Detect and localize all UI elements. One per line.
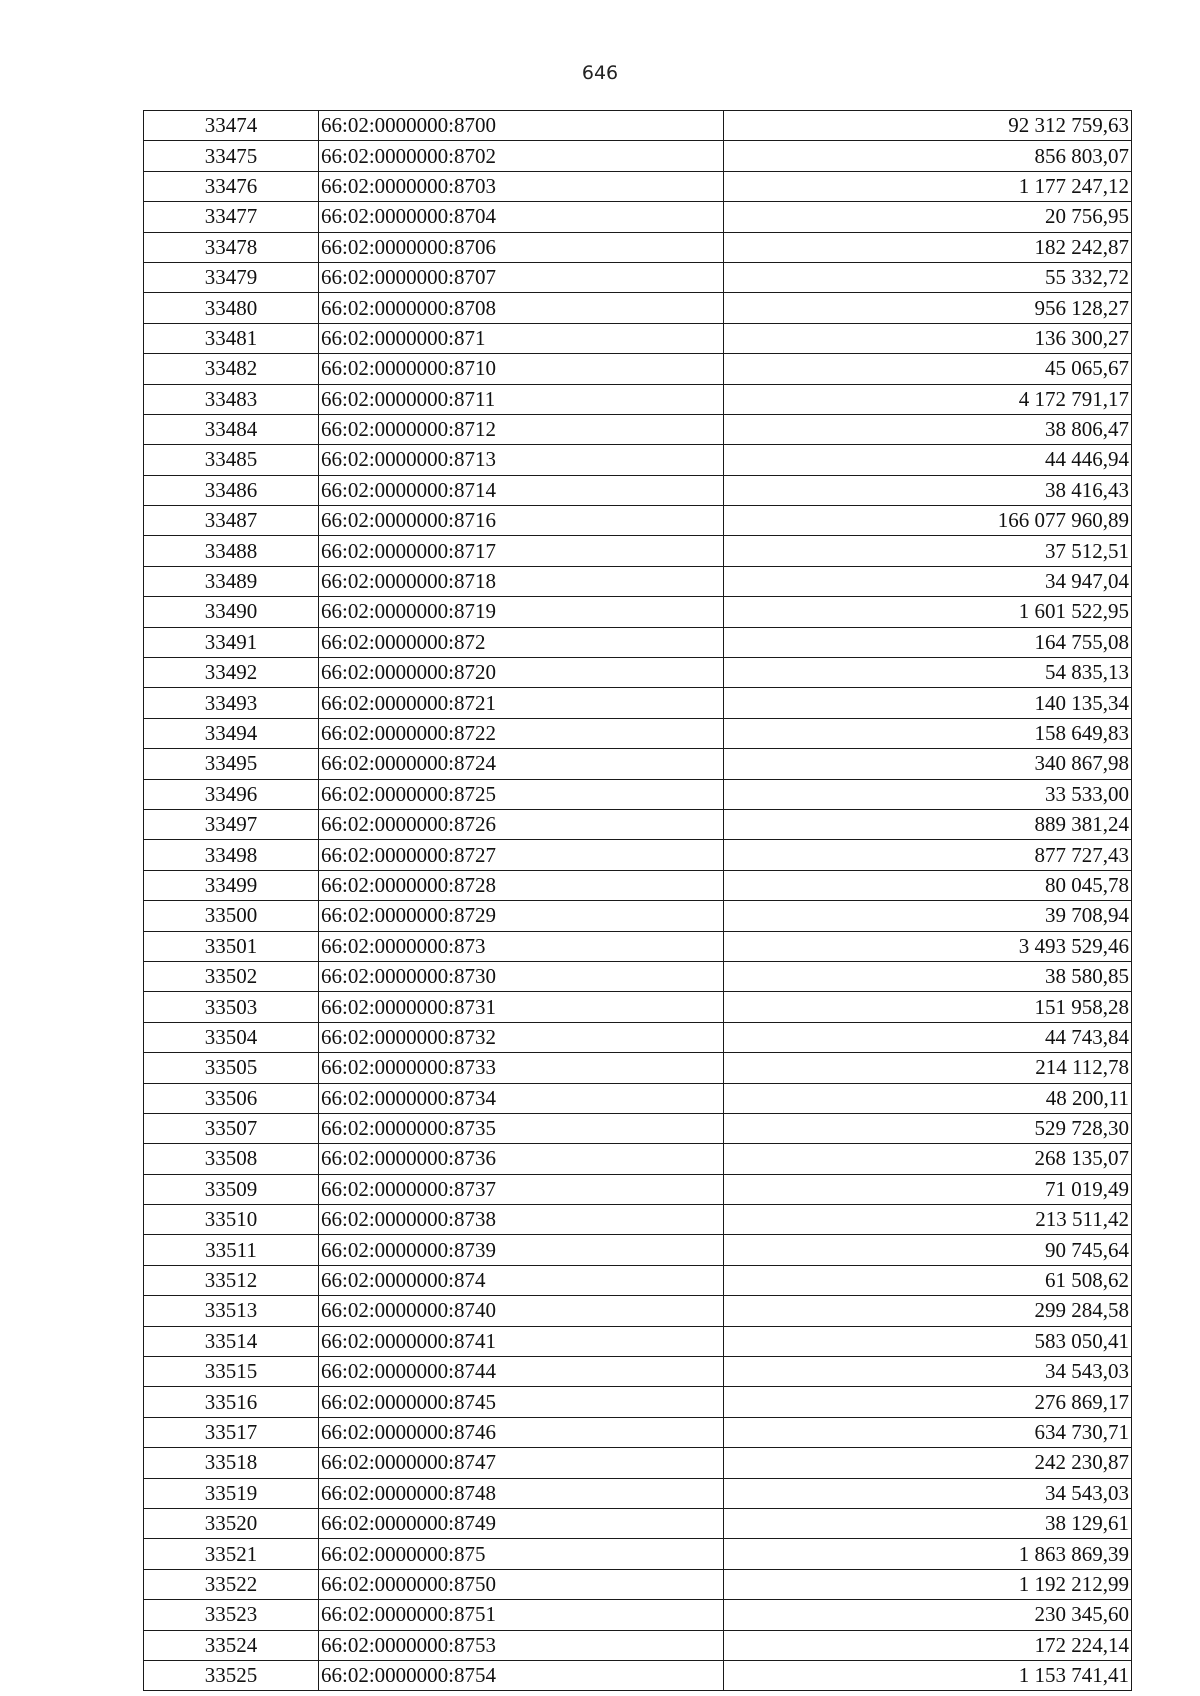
cadastral-number-cell: 66:02:0000000:8741 [319, 1326, 724, 1356]
cadastral-number-cell: 66:02:0000000:871 [319, 323, 724, 353]
row-number-cell: 33504 [144, 1022, 319, 1052]
row-number-cell: 33493 [144, 688, 319, 718]
table-row [144, 931, 1132, 961]
cadastral-number-cell: 66:02:0000000:8731 [319, 992, 724, 1022]
cadastral-number-cell: 66:02:0000000:8735 [319, 1113, 724, 1143]
table-row [144, 1478, 1132, 1508]
cadastral-number-cell: 66:02:0000000:873 [319, 931, 724, 961]
row-number-cell: 33512 [144, 1265, 319, 1295]
cadastral-value-cell: 4 172 791,17 [724, 384, 1132, 414]
cadastral-value-cell: 39 708,94 [724, 901, 1132, 931]
table-row [144, 1083, 1132, 1113]
cadastral-value-cell: 3 493 529,46 [724, 931, 1132, 961]
cadastral-number-cell: 66:02:0000000:8719 [319, 597, 724, 627]
cadastral-value-cell: 44 446,94 [724, 445, 1132, 475]
cadastral-number-cell: 66:02:0000000:8749 [319, 1508, 724, 1538]
row-number-cell: 33497 [144, 809, 319, 839]
cadastral-value-cell: 877 727,43 [724, 840, 1132, 870]
table-row [144, 1144, 1132, 1174]
cadastral-number-cell: 66:02:0000000:8714 [319, 475, 724, 505]
cadastral-value-cell: 48 200,11 [724, 1083, 1132, 1113]
cadastral-value-cell: 71 019,49 [724, 1174, 1132, 1204]
cadastral-number-cell: 66:02:0000000:8725 [319, 779, 724, 809]
table-row [144, 840, 1132, 870]
table-row [144, 992, 1132, 1022]
table-row [144, 1660, 1132, 1690]
cadastral-number-cell: 66:02:0000000:8750 [319, 1569, 724, 1599]
cadastral-number-cell: 66:02:0000000:8727 [319, 840, 724, 870]
table-row [144, 1296, 1132, 1326]
cadastral-number-cell: 66:02:0000000:8721 [319, 688, 724, 718]
table-row [144, 1448, 1132, 1478]
cadastral-value-cell: 54 835,13 [724, 658, 1132, 688]
cadastral-value-cell: 90 745,64 [724, 1235, 1132, 1265]
cadastral-value-cell: 38 580,85 [724, 961, 1132, 991]
cadastral-value-cell: 80 045,78 [724, 870, 1132, 900]
cadastral-value-cell: 213 511,42 [724, 1205, 1132, 1235]
cadastral-number-cell: 66:02:0000000:8730 [319, 961, 724, 991]
cadastral-number-cell: 66:02:0000000:8726 [319, 809, 724, 839]
row-number-cell: 33496 [144, 779, 319, 809]
cadastral-number-cell: 66:02:0000000:8713 [319, 445, 724, 475]
cadastral-value-cell: 956 128,27 [724, 293, 1132, 323]
cadastral-value-cell: 230 345,60 [724, 1600, 1132, 1630]
row-number-cell: 33491 [144, 627, 319, 657]
row-number-cell: 33517 [144, 1417, 319, 1447]
table-row [144, 1022, 1132, 1052]
table-row [144, 1174, 1132, 1204]
cadastral-value-cell: 61 508,62 [724, 1265, 1132, 1295]
table-row [144, 658, 1132, 688]
table-row [144, 1600, 1132, 1630]
table-row [144, 1113, 1132, 1143]
row-number-cell: 33519 [144, 1478, 319, 1508]
row-number-cell: 33518 [144, 1448, 319, 1478]
cadastral-number-cell: 66:02:0000000:8712 [319, 414, 724, 444]
cadastral-number-cell: 66:02:0000000:8747 [319, 1448, 724, 1478]
cadastral-number-cell: 66:02:0000000:8702 [319, 141, 724, 171]
cadastral-value-cell: 37 512,51 [724, 536, 1132, 566]
cadastral-number-cell: 66:02:0000000:8744 [319, 1357, 724, 1387]
cadastral-value-cell: 634 730,71 [724, 1417, 1132, 1447]
row-number-cell: 33484 [144, 414, 319, 444]
cadastral-number-cell: 66:02:0000000:8737 [319, 1174, 724, 1204]
cadastral-number-cell: 66:02:0000000:8732 [319, 1022, 724, 1052]
row-number-cell: 33501 [144, 931, 319, 961]
row-number-cell: 33488 [144, 536, 319, 566]
cadastral-number-cell: 66:02:0000000:8718 [319, 566, 724, 596]
row-number-cell: 33520 [144, 1508, 319, 1538]
cadastral-value-cell: 889 381,24 [724, 809, 1132, 839]
row-number-cell: 33506 [144, 1083, 319, 1113]
cadastral-value-cell: 38 129,61 [724, 1508, 1132, 1538]
cadastral-value-cell: 158 649,83 [724, 718, 1132, 748]
row-number-cell: 33482 [144, 354, 319, 384]
cadastral-number-cell: 66:02:0000000:8733 [319, 1053, 724, 1083]
table-row [144, 354, 1132, 384]
cadastral-value-cell: 38 416,43 [724, 475, 1132, 505]
table-row [144, 1569, 1132, 1599]
table-row [144, 1357, 1132, 1387]
table-row [144, 1387, 1132, 1417]
cadastral-number-cell: 66:02:0000000:8751 [319, 1600, 724, 1630]
row-number-cell: 33525 [144, 1660, 319, 1690]
table-row [144, 961, 1132, 991]
table-row [144, 1630, 1132, 1660]
row-number-cell: 33516 [144, 1387, 319, 1417]
table-row [144, 901, 1132, 931]
table-row [144, 445, 1132, 475]
cadastral-value-cell: 34 543,03 [724, 1478, 1132, 1508]
row-number-cell: 33513 [144, 1296, 319, 1326]
table-row [144, 293, 1132, 323]
cadastral-number-cell: 66:02:0000000:8704 [319, 202, 724, 232]
table-row [144, 1417, 1132, 1447]
row-number-cell: 33509 [144, 1174, 319, 1204]
cadastral-value-cell: 45 065,67 [724, 354, 1132, 384]
row-number-cell: 33507 [144, 1113, 319, 1143]
table-row [144, 323, 1132, 353]
row-number-cell: 33474 [144, 111, 319, 141]
cadastral-number-cell: 66:02:0000000:8740 [319, 1296, 724, 1326]
cadastral-number-cell: 66:02:0000000:8708 [319, 293, 724, 323]
table-row [144, 141, 1132, 171]
cadastral-value-cell: 583 050,41 [724, 1326, 1132, 1356]
cadastral-number-cell: 66:02:0000000:8745 [319, 1387, 724, 1417]
cadastral-value-cell: 44 743,84 [724, 1022, 1132, 1052]
cadastral-value-cell: 55 332,72 [724, 262, 1132, 292]
row-number-cell: 33489 [144, 566, 319, 596]
cadastral-number-cell: 66:02:0000000:8711 [319, 384, 724, 414]
cadastral-value-cell: 140 135,34 [724, 688, 1132, 718]
row-number-cell: 33510 [144, 1205, 319, 1235]
row-number-cell: 33485 [144, 445, 319, 475]
cadastral-value-cell: 164 755,08 [724, 627, 1132, 657]
cadastral-value-cell: 214 112,78 [724, 1053, 1132, 1083]
cadastral-number-cell: 66:02:0000000:8736 [319, 1144, 724, 1174]
table-row [144, 627, 1132, 657]
table-row [144, 1265, 1132, 1295]
cadastral-number-cell: 66:02:0000000:874 [319, 1265, 724, 1295]
cadastral-value-cell: 529 728,30 [724, 1113, 1132, 1143]
row-number-cell: 33495 [144, 749, 319, 779]
cadastral-number-cell: 66:02:0000000:8720 [319, 658, 724, 688]
cadastral-number-cell: 66:02:0000000:872 [319, 627, 724, 657]
row-number-cell: 33522 [144, 1569, 319, 1599]
cadastral-value-cell: 1 601 522,95 [724, 597, 1132, 627]
row-number-cell: 33490 [144, 597, 319, 627]
cadastral-value-cell: 166 077 960,89 [724, 506, 1132, 536]
cadastral-value-cell: 1 863 869,39 [724, 1539, 1132, 1569]
row-number-cell: 33523 [144, 1600, 319, 1630]
row-number-cell: 33483 [144, 384, 319, 414]
cadastral-number-cell: 66:02:0000000:8716 [319, 506, 724, 536]
cadastral-value-cell: 38 806,47 [724, 414, 1132, 444]
table-row [144, 1539, 1132, 1569]
row-number-cell: 33481 [144, 323, 319, 353]
table-row [144, 536, 1132, 566]
row-number-cell: 33487 [144, 506, 319, 536]
cadastral-value-cell: 268 135,07 [724, 1144, 1132, 1174]
table-row [144, 566, 1132, 596]
cadastral-value-cell: 151 958,28 [724, 992, 1132, 1022]
row-number-cell: 33499 [144, 870, 319, 900]
row-number-cell: 33492 [144, 658, 319, 688]
table-row [144, 171, 1132, 201]
cadastral-number-cell: 66:02:0000000:8739 [319, 1235, 724, 1265]
table-row [144, 809, 1132, 839]
table-row [144, 597, 1132, 627]
cadastral-value-cell: 242 230,87 [724, 1448, 1132, 1478]
table-row [144, 202, 1132, 232]
cadastral-number-cell: 66:02:0000000:8729 [319, 901, 724, 931]
table-row [144, 111, 1132, 141]
row-number-cell: 33511 [144, 1235, 319, 1265]
table-row [144, 1205, 1132, 1235]
cadastral-value-cell: 92 312 759,63 [724, 111, 1132, 141]
row-number-cell: 33476 [144, 171, 319, 201]
cadastral-value-cell: 34 543,03 [724, 1357, 1132, 1387]
row-number-cell: 33521 [144, 1539, 319, 1569]
cadastral-number-cell: 66:02:0000000:8746 [319, 1417, 724, 1447]
row-number-cell: 33486 [144, 475, 319, 505]
row-number-cell: 33514 [144, 1326, 319, 1356]
cadastral-value-cell: 856 803,07 [724, 141, 1132, 171]
cadastral-number-cell: 66:02:0000000:8703 [319, 171, 724, 201]
cadastral-value-cell: 20 756,95 [724, 202, 1132, 232]
row-number-cell: 33500 [144, 901, 319, 931]
cadastral-value-cell: 182 242,87 [724, 232, 1132, 262]
cadastral-number-cell: 66:02:0000000:8700 [319, 111, 724, 141]
row-number-cell: 33494 [144, 718, 319, 748]
table-row [144, 1508, 1132, 1538]
cadastral-value-table [143, 110, 1132, 1691]
cadastral-value-cell: 34 947,04 [724, 566, 1132, 596]
cadastral-value-cell: 172 224,14 [724, 1630, 1132, 1660]
cadastral-value-cell: 33 533,00 [724, 779, 1132, 809]
table-row [144, 475, 1132, 505]
cadastral-number-cell: 66:02:0000000:8706 [319, 232, 724, 262]
table-row [144, 414, 1132, 444]
row-number-cell: 33505 [144, 1053, 319, 1083]
table-row [144, 870, 1132, 900]
page-number: 646 [581, 62, 619, 84]
table-row [144, 718, 1132, 748]
table-row [144, 1235, 1132, 1265]
row-number-cell: 33479 [144, 262, 319, 292]
cadastral-number-cell: 66:02:0000000:875 [319, 1539, 724, 1569]
table-row [144, 688, 1132, 718]
cadastral-number-cell: 66:02:0000000:8753 [319, 1630, 724, 1660]
row-number-cell: 33480 [144, 293, 319, 323]
row-number-cell: 33524 [144, 1630, 319, 1660]
cadastral-number-cell: 66:02:0000000:8724 [319, 749, 724, 779]
row-number-cell: 33503 [144, 992, 319, 1022]
table-body [144, 111, 1132, 1691]
row-number-cell: 33515 [144, 1357, 319, 1387]
row-number-cell: 33478 [144, 232, 319, 262]
cadastral-number-cell: 66:02:0000000:8734 [319, 1083, 724, 1113]
table-row [144, 779, 1132, 809]
row-number-cell: 33477 [144, 202, 319, 232]
cadastral-value-cell: 1 177 247,12 [724, 171, 1132, 201]
row-number-cell: 33475 [144, 141, 319, 171]
row-number-cell: 33502 [144, 961, 319, 991]
cadastral-number-cell: 66:02:0000000:8717 [319, 536, 724, 566]
cadastral-number-cell: 66:02:0000000:8728 [319, 870, 724, 900]
cadastral-number-cell: 66:02:0000000:8707 [319, 262, 724, 292]
table-row [144, 506, 1132, 536]
table-row [144, 1053, 1132, 1083]
cadastral-value-cell: 136 300,27 [724, 323, 1132, 353]
cadastral-number-cell: 66:02:0000000:8754 [319, 1660, 724, 1690]
table-row [144, 232, 1132, 262]
table-row [144, 262, 1132, 292]
cadastral-value-cell: 1 153 741,41 [724, 1660, 1132, 1690]
cadastral-number-cell: 66:02:0000000:8748 [319, 1478, 724, 1508]
row-number-cell: 33498 [144, 840, 319, 870]
cadastral-number-cell: 66:02:0000000:8738 [319, 1205, 724, 1235]
table-row [144, 384, 1132, 414]
table-row [144, 749, 1132, 779]
cadastral-value-cell: 276 869,17 [724, 1387, 1132, 1417]
cadastral-number-cell: 66:02:0000000:8722 [319, 718, 724, 748]
cadastral-value-cell: 299 284,58 [724, 1296, 1132, 1326]
cadastral-value-cell: 1 192 212,99 [724, 1569, 1132, 1599]
cadastral-number-cell: 66:02:0000000:8710 [319, 354, 724, 384]
row-number-cell: 33508 [144, 1144, 319, 1174]
cadastral-value-cell: 340 867,98 [724, 749, 1132, 779]
table-row [144, 1326, 1132, 1356]
